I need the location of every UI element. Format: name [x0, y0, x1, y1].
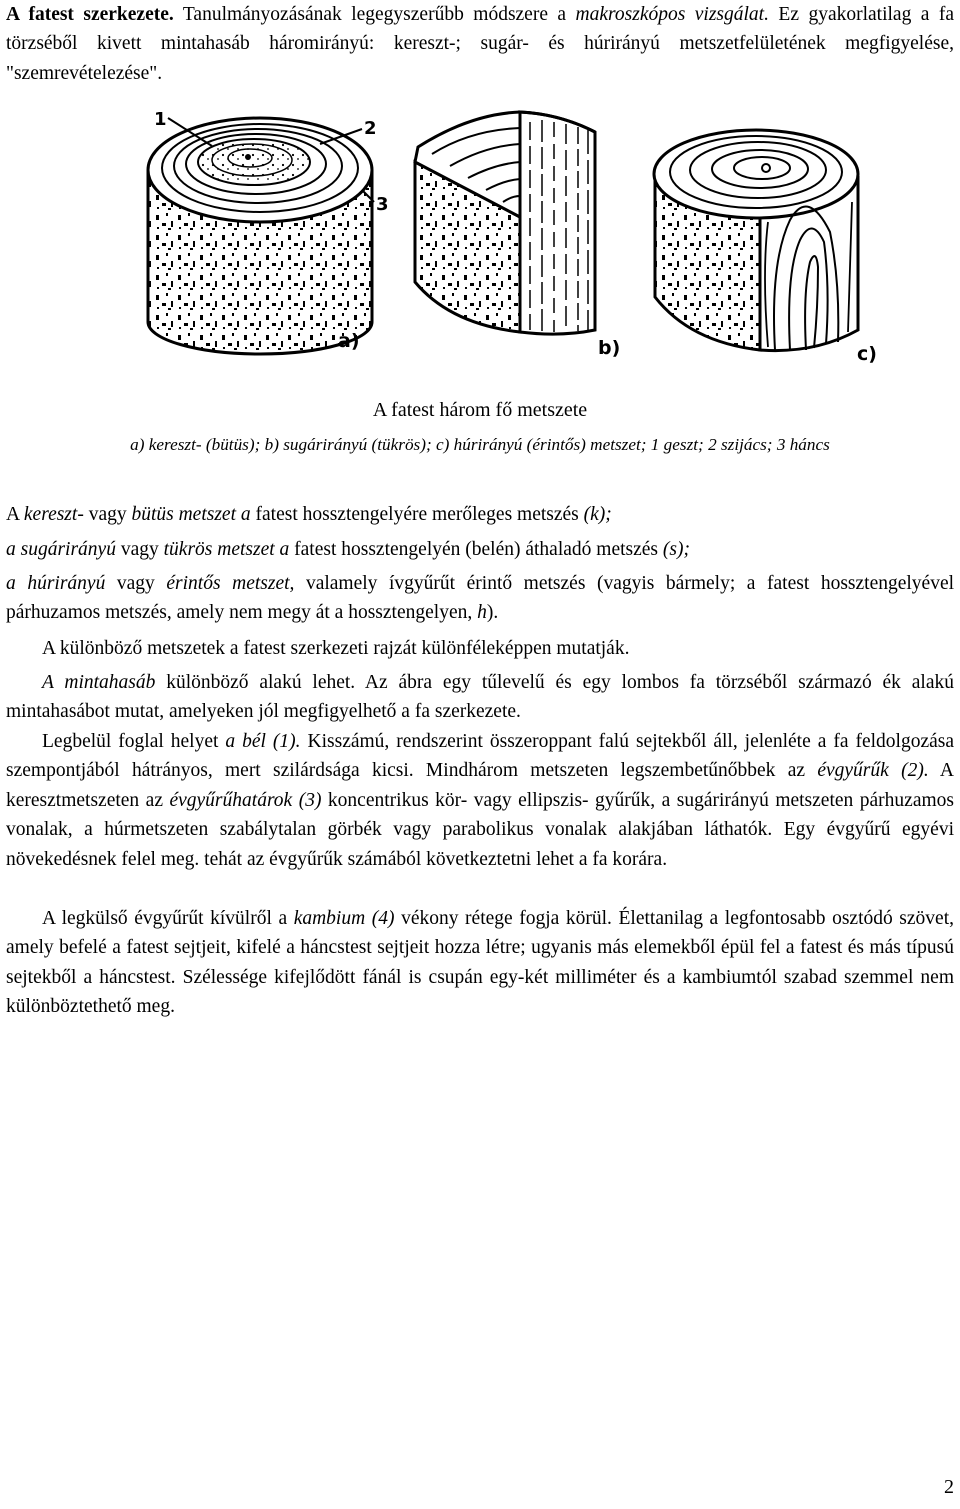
wood-sections-figure — [0, 92, 960, 392]
label-3: 3 — [376, 194, 389, 215]
definition-cross-section: A kereszt- vagy bütüs metszet a fatest hossztengelyére merőleges metszés (k); — [6, 504, 612, 525]
cambium-paragraph: A legkülső évgyűrűt kívülről a kambium (4) vékony rétege fogja körül. Élettanilag a legfontosabb osztódó szövet, amely befelé a fatest sejtjeit, kifelé a háncstest sejtjeit hozza létre; ugyanis más elemekből épül fel a fatest és más típusú sejtekből a háncstest. Szélessége kifejlődött fánál is csupán egy-két milliméter és a kambiumtól szabad szemmel nem különböztethető meg. — [6, 908, 955, 1018]
section-heading: A fatest szerkezete. — [6, 4, 174, 25]
tangential-section-drawing — [654, 130, 858, 351]
definition-tangential-section: a húrirányú vagy érintős metszet, valamely ívgyűrűt érintő metszés (vagyis bármely; a fatest hossztengelyével párhuzamos metszés, amely nem megy át a hossztengelyen, h). — [6, 573, 955, 624]
radial-section-drawing — [415, 112, 595, 334]
label-2: 2 — [364, 118, 377, 139]
sections-summary: A különböző metszetek a fatest szerkezeti rajzát különféleképpen mutatják. — [42, 638, 630, 659]
pith-rings-paragraph: Legbelül foglal helyet a bél (1). Kisszámú, rendszerint összeroppant falú sejtekből áll, jelenléte a fa feldolgozása szempontjából hátrányos, mert szilárdsága kicsi. Mindhárom metszeten legszembetűnőbbek az évgyűrűk (2). A keresztmetszeten az évgyűrűhatárok (3) koncentrikus kör- vagy ellipszis- gyűrűk, a sugárirányú metszeten párhuzamos vonalak, a húrmetszeten szabálytalan görbék vagy parabolikus vonalak alakjában láthatók. Egy évgyűrű egyévi növekedésnek felel meg. tehát az évgyűrűk számából következtetni lehet a fa korára. — [6, 731, 955, 870]
cross-section-drawing — [148, 118, 374, 354]
definition-radial-section: a sugárirányú vagy tükrös metszet a fatest hossztengelyén (belén) áthaladó metszés (s); — [6, 539, 690, 560]
label-a: a) — [338, 330, 360, 352]
figure-caption-title: A fatest három fő metszete — [372, 399, 588, 421]
label-c: c) — [857, 343, 877, 365]
intro-paragraph: A fatest szerkezete. Tanulmányozásának legegyszerűbb módszere a makroszkópos vizsgálat. Ez gyakorlatilag a fa törzséből kivett mintahasáb háromirányú: kereszt-; sugár- és húrirányú metszetfelületének megfigyelése, "szemrevételezése". — [6, 4, 955, 84]
sample-shape-paragraph: A mintahasáb különböző alakú lehet. Az ábra egy tűlevelű és egy lombos fa törzséből származó ék alakú mintahasábot mutat, amelyeken jól megfigyelhető a fa szerkezete. — [6, 672, 954, 723]
label-b: b) — [598, 337, 621, 359]
page-number: 2 — [944, 1476, 954, 1498]
label-1: 1 — [154, 109, 167, 130]
figure-caption-subtitle: a) kereszt- (bütüs); b) sugárirányú (tükrös); c) húrirányú (érintős) metszet; 1 geszt; 2 szijács; 3 háncs — [130, 435, 830, 454]
